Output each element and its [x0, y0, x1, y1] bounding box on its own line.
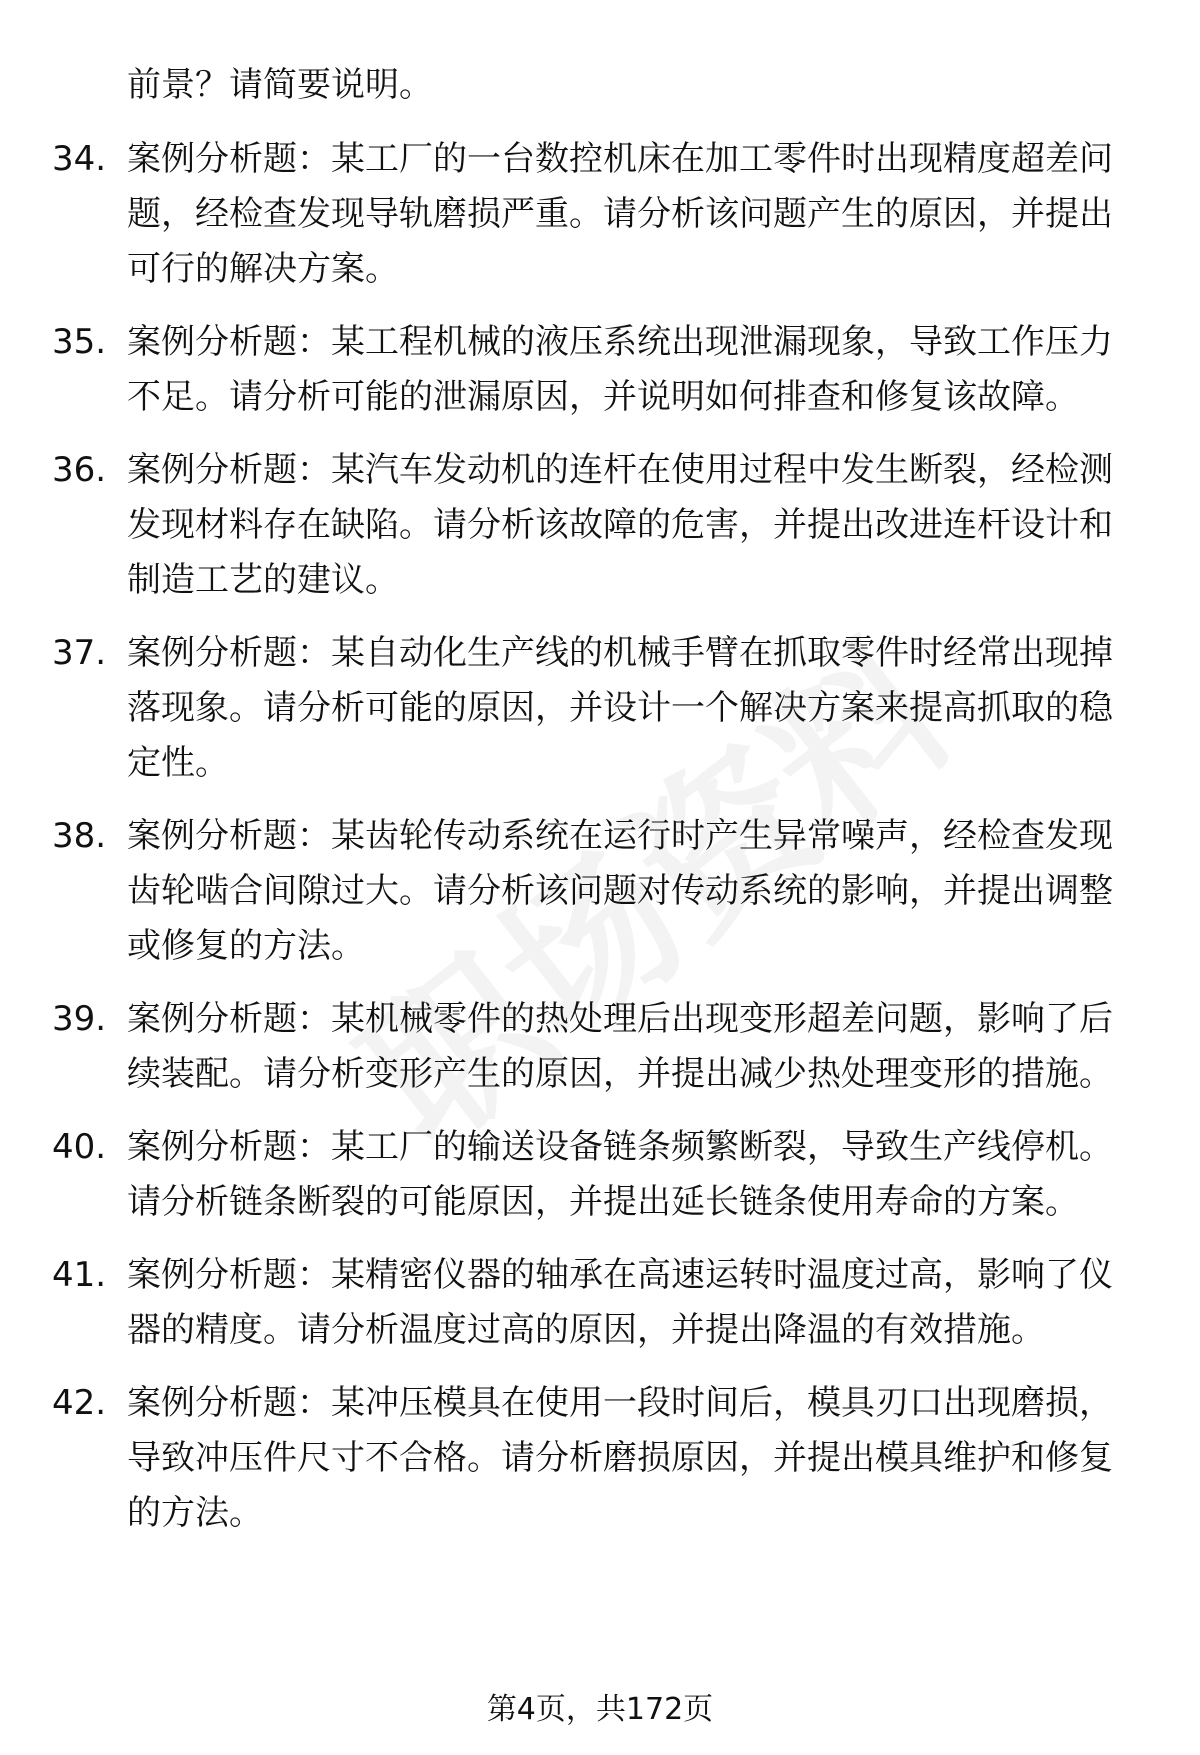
question-item	[0, 626, 1137, 791]
question-item	[0, 992, 1137, 1102]
question-text: 案例分析题：某机械零件的热处理后出现变形超差问题，影响了后续装配。请分析变形产生的原因，并提出减少热处理变形的措施。	[127, 999, 1113, 1094]
question-item	[0, 443, 1137, 608]
question-text: 案例分析题：某齿轮传动系统在运行时产生异常噪声，经检查发现齿轮啮合间隙过大。请分析该问题对传动系统的影响，并提出调整或修复的方法。	[127, 816, 1113, 966]
question-item	[0, 809, 1137, 974]
question-number: 40.	[52, 1127, 107, 1167]
question-number: 37.	[52, 633, 107, 673]
question-number: 39.	[52, 999, 107, 1039]
question-text: 案例分析题：某冲压模具在使用一段时间后，模具刃口出现磨损，导致冲压件尺寸不合格。请分析磨损原因，并提出模具维护和修复的方法。	[127, 1383, 1113, 1533]
question-number: 36.	[52, 450, 107, 490]
question-item	[0, 1120, 1137, 1230]
question-number: 41.	[52, 1255, 107, 1295]
question-list	[0, 132, 1200, 1559]
question-number: 34.	[52, 139, 107, 179]
question-text: 案例分析题：某工厂的一台数控机床在加工零件时出现精度超差问题，经检查发现导轨磨损严重。请分析该问题产生的原因，并提出可行的解决方案。	[127, 139, 1113, 289]
question-text: 案例分析题：某精密仪器的轴承在高速运转时温度过高，影响了仪器的精度。请分析温度过高的原因，并提出降温的有效措施。	[127, 1255, 1113, 1350]
question-number: 38.	[52, 816, 107, 856]
question-item	[0, 315, 1137, 425]
question-text: 案例分析题：某自动化生产线的机械手臂在抓取零件时经常出现掉落现象。请分析可能的原因，并设计一个解决方案来提高抓取的稳定性。	[127, 633, 1113, 783]
question-text: 案例分析题：某汽车发动机的连杆在使用过程中发生断裂，经检测发现材料存在缺陷。请分析该故障的危害，并提出改进连杆设计和制造工艺的建议。	[127, 450, 1113, 600]
page-footer: 第4页，共172页	[486, 1692, 714, 1727]
previous-question-continuation: 前景？请简要说明。	[127, 65, 433, 105]
question-text: 案例分析题：某工程机械的液压系统出现泄漏现象，导致工作压力不足。请分析可能的泄漏原因，并说明如何排查和修复该故障。	[127, 322, 1113, 417]
question-text: 案例分析题：某工厂的输送设备链条频繁断裂，导致生产线停机。请分析链条断裂的可能原因，并提出延长链条使用寿命的方案。	[127, 1127, 1113, 1222]
question-item	[0, 132, 1137, 297]
question-item	[0, 1248, 1137, 1358]
question-item	[0, 1376, 1137, 1541]
question-number: 42.	[52, 1383, 107, 1423]
question-number: 35.	[52, 322, 107, 362]
